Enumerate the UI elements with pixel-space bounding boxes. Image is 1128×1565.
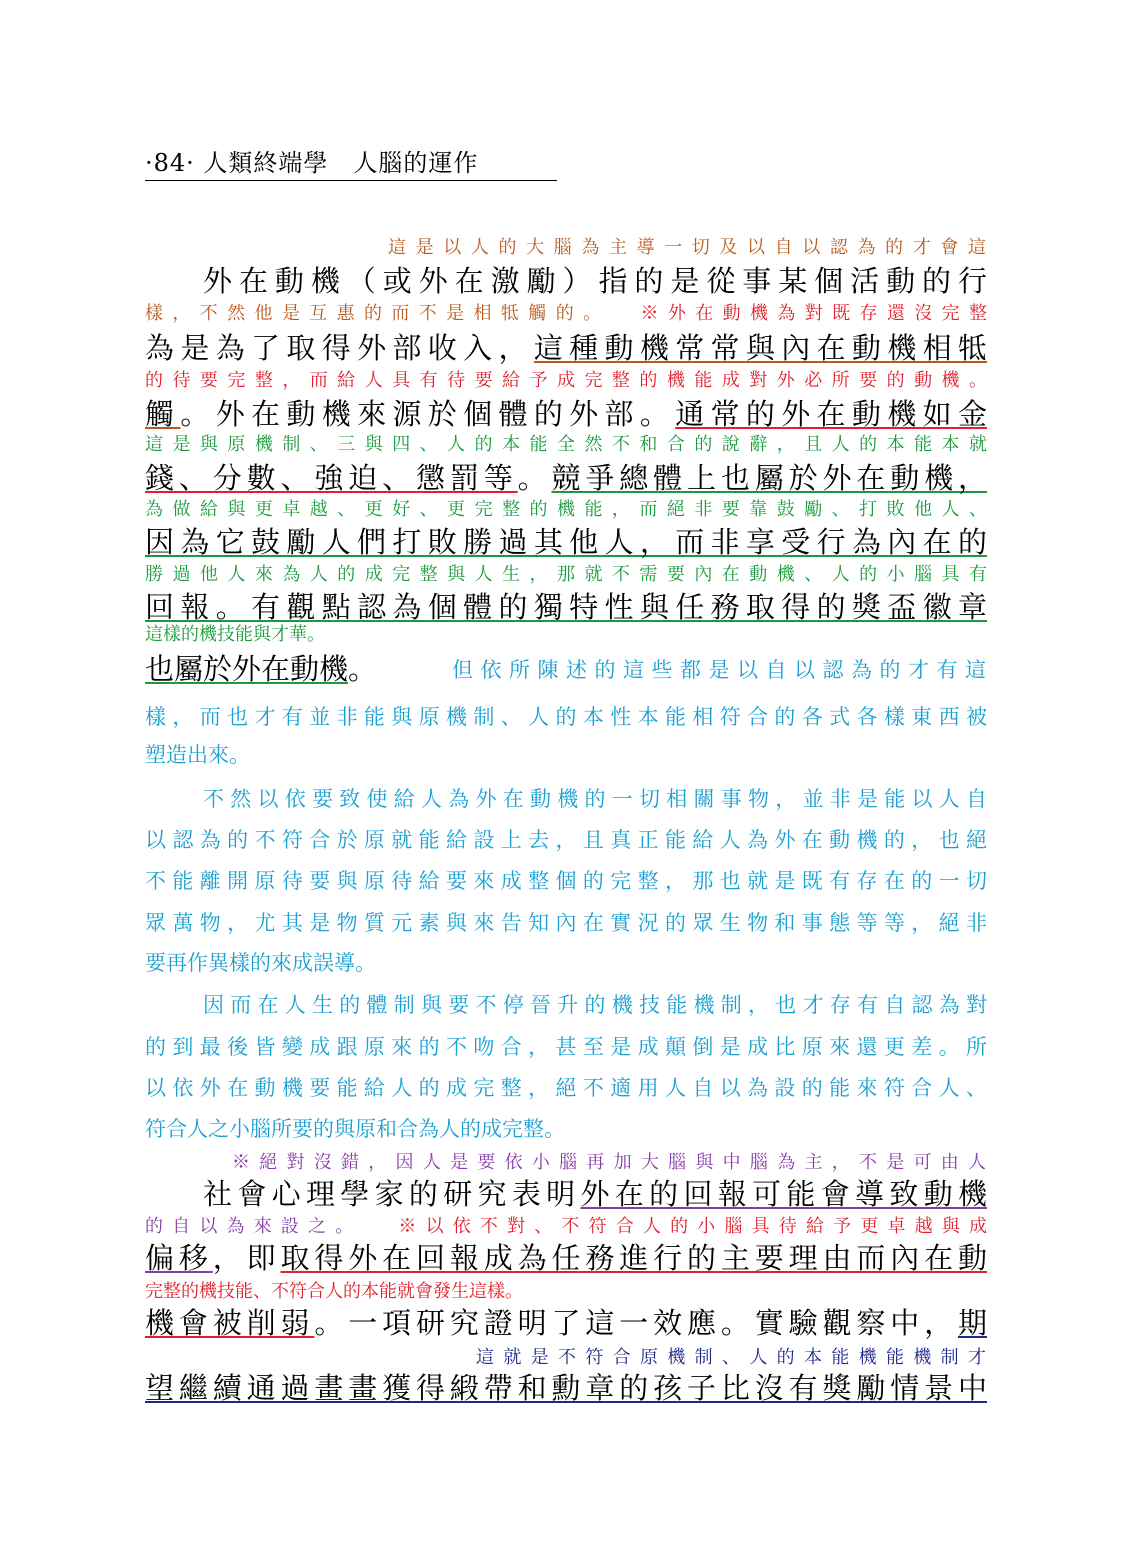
underlined-segment: 回報。有觀點認為個體的獨特性與任務取得的獎盃徽章 [145,590,987,624]
underlined-segment: 望繼續通過畫畫獲得緞帶和勳章的孩子比沒有獎勵情景中 [145,1371,987,1405]
annotation-line: 勝過他人來為人的成完整與人生，那就不需要內在動機、人的小腦具有 [145,564,987,585]
underlined-segment: 觸 [145,397,181,431]
underlined-segment: 取得外在回報成為任務進行的主要理由而內在動 [280,1241,987,1275]
text-segment: 。 [517,461,552,495]
annotation-segment: ※以依不對、不符合人的小腦具待給予更卓越與成 [398,1216,988,1237]
text-segment: 社會心理學家的研究表明 [203,1177,581,1211]
commentary-line: 符合人之小腦所要的與原和合為人的成完整。 [145,1117,565,1141]
annotation-line: 這是以人的大腦為主導一切及以自以認為的才會這 [388,237,986,258]
body-line [145,396,987,432]
annotation-segment: 的自以為來設之。 [145,1216,363,1237]
text-segment: 。一項研究證明了這一效應。實驗觀察中， [314,1306,958,1340]
body-line [145,589,987,625]
underlined-segment: 因為它鼓勵人們打敗勝過其他人，而非享受行為內在的 [145,525,987,559]
annotation-line: 這就是不符合原機制、人的本能機能機制才 [476,1347,986,1368]
commentary-line: 塑造出來。 [145,743,250,767]
body-line [145,460,987,496]
underlined-segment: 偏移 [145,1241,213,1275]
annotation-segment: ※外在動機為對既存還沒完整 [640,303,988,324]
body-line [145,524,987,560]
body-line [145,1305,987,1341]
annotation-line: 這是與原機制、三與四、人的本能全然不和合的說辭，且人的本能本就 [145,434,987,455]
text-segment: 。 [348,652,378,686]
underlined-segment: 機會被削弱 [145,1306,315,1340]
text-segment: 。外在動機來源於個體的外部。 [180,397,676,431]
commentary-line: 的到最後皆變成跟原來的不吻合，甚至是成顛倒是成比原來還更差。所 [145,1035,987,1059]
body-line [145,651,395,687]
annotation-line [145,302,987,326]
commentary-line: 要再作異樣的來成誤導。 [145,951,376,975]
commentary-line: 眾萬物，尤其是物質元素與來告知內在實況的眾生物和事態等等，絕非 [145,911,987,935]
commentary-line: 以認為的不符合於原就能給設上去，且真正能給人為外在動機的，也絕 [145,828,987,852]
annotation-line: ※絕對沒錯，因人是要依小腦再加大腦與中腦為主，不是可由人 [232,1152,986,1173]
body-line [145,1176,987,1212]
underlined-segment: 也屬於外在動機 [145,652,349,686]
annotation-line: 這樣的機技能與才華。 [145,624,325,645]
underlined-segment: 這種動機常常與內在動機相牴 [533,331,987,365]
commentary-line: 不然以依要致使給人為外在動機的一切相關事物，並非是能以人自 [203,787,987,811]
commentary-line: 不能離開原待要與原待給要來成整個的完整，那也就是既有存在的一切 [145,869,987,893]
body-line: 外在動機（或外在激勵）指的是從事某個活動的行 [203,264,987,298]
annotation-line [145,1215,987,1239]
body-line [145,1240,987,1276]
text-segment: 為是為了取得外部收入， [145,331,534,365]
running-header: ·84· 人類終端學 人腦的運作 [145,148,557,181]
text-segment: ，即 [212,1241,281,1275]
body-line [145,1370,987,1406]
body-line [145,330,987,366]
underlined-segment: 通常的外在動機如金 [675,397,987,431]
commentary-line: 樣，而也才有並非能與原機制、人的本性本能相符合的各式各樣東西被 [145,705,987,729]
commentary-line: 因而在人生的體制與要不停晉升的機技能機制，也才存有自認為對 [203,993,987,1017]
underlined-segment: 期 [957,1306,987,1340]
commentary-line: 以依外在動機要能給人的成完整，絕不適用人自以為設的能來符合人、 [145,1076,987,1100]
commentary-line: 但依所陳述的這些都是以自以認為的才有這 [452,658,986,682]
underlined-segment: 競爭總體上也屬於外在動機， [551,461,987,495]
annotation-segment: 樣，不然他是互惠的而不是相牴觸的。 [145,303,611,324]
annotation-line: 完整的機技能、不符合人的本能就會發生這樣。 [145,1281,523,1302]
underlined-segment: 外在的回報可能會導致動機 [580,1177,987,1211]
annotation-line: 的待要完整，而給人具有待要給予成完整的機能成對外必所要的動機。 [145,370,987,391]
underlined-segment: 錢、分數、強迫、懲罰等 [145,461,518,495]
annotation-line: 為做給與更卓越、更好、更完整的機能，而絕非要靠鼓勵、打敗他人、 [145,499,987,520]
